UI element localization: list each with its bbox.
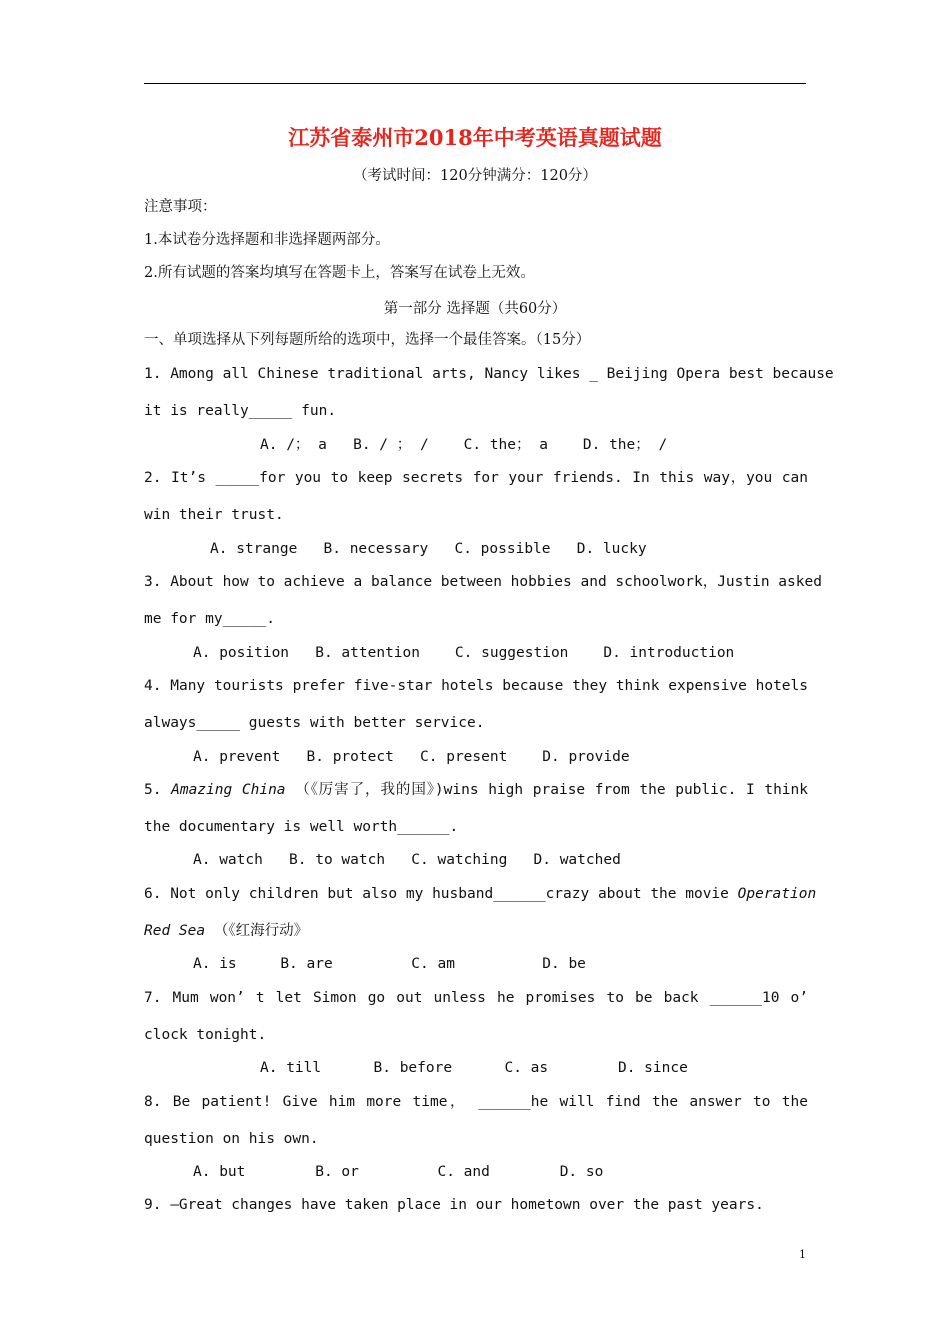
- option: B. necessary: [323, 541, 429, 557]
- page-number: 1: [799, 1248, 806, 1261]
- notice-heading: 注意事项：: [144, 199, 217, 215]
- option: B. attention: [315, 645, 420, 661]
- option: B. before: [373, 1060, 453, 1076]
- question-4-line1: 4. Many tourists prefer five-star hotels because they think expensive hotels: [144, 678, 808, 694]
- option: A. watch: [193, 852, 263, 868]
- option: B. protect: [306, 749, 394, 765]
- notice-item: 2.所有试题的答案均填写在答题卡上，答案写在试卷上无效。: [144, 265, 535, 281]
- option: A. position: [193, 645, 290, 661]
- question-5-options: [193, 850, 621, 870]
- option: C. watching: [411, 852, 508, 868]
- exam-title: 江苏省泰州市2018年中考英语真题试题: [288, 125, 662, 150]
- question-4-line2: always_____ guests with better service.: [144, 715, 485, 731]
- question-5-text: （《厉害了，我的国》)wins high praise from the public. I think: [295, 782, 808, 798]
- option: D. introduction: [603, 645, 735, 661]
- option: C. possible: [454, 541, 551, 557]
- option: C. am: [411, 956, 455, 972]
- question-6-text-cont: （《红海行动》: [213, 923, 309, 939]
- option: D. be: [542, 956, 586, 972]
- movie-title: Operation: [737, 886, 817, 902]
- option: B. / ； /: [353, 437, 429, 453]
- option: D. the； /: [582, 437, 668, 453]
- question-6-options: [193, 954, 586, 974]
- documentary-title: Amazing China: [171, 782, 286, 798]
- option: D. so: [559, 1164, 604, 1180]
- question-3-options: [193, 643, 734, 663]
- question-1-options: [260, 435, 667, 455]
- part-heading: 第一部分 选择题（共60分）: [383, 301, 567, 317]
- notice-item: 1.本试卷分选择题和非选择题两部分。: [144, 232, 390, 248]
- question-1-line1: 1. Among all Chinese traditional arts, Nancy likes _ Beijing Opera best because: [144, 366, 834, 382]
- question-5-line2: the documentary is well worth______.: [144, 819, 459, 835]
- option: D. since: [617, 1060, 688, 1076]
- header-rule: [144, 83, 806, 84]
- question-7-line1: 7. Mum won’ t let Simon go out unless he promises to be back ______10 o’: [144, 990, 808, 1006]
- option: D. watched: [533, 852, 621, 868]
- question-2-line2: win their trust.: [144, 507, 284, 523]
- option: A. but: [193, 1164, 246, 1180]
- movie-title-cont: Red Sea: [144, 923, 206, 939]
- option: B. or: [315, 1164, 359, 1180]
- question-7-line2: clock tonight.: [144, 1027, 267, 1043]
- option: C. as: [504, 1060, 549, 1076]
- question-9-line1: 9. —Great changes have taken place in our hometown over the past years.: [144, 1197, 764, 1213]
- option: A. /； a: [260, 437, 327, 453]
- question-8-line1: 8. Be patient! Give him more time， ______he will find the answer to the: [144, 1094, 808, 1110]
- exam-subtitle: （考试时间：120分钟满分：120分）: [353, 168, 597, 184]
- option: C. suggestion: [454, 645, 569, 661]
- question-7-options: [260, 1058, 688, 1078]
- section-heading: 一、单项选择从下列每题所给的选项中，选择一个最佳答案。（15分）: [144, 332, 591, 348]
- question-1-line2: it is really_____ fun.: [144, 403, 337, 419]
- question-6-text: 6. Not only children but also my husband______crazy about the movie: [144, 886, 738, 902]
- option: A. is: [193, 956, 237, 972]
- option: A. prevent: [193, 749, 281, 765]
- option: C. and: [437, 1164, 490, 1180]
- option: C. the； a: [463, 437, 548, 453]
- question-2-line1: 2. It’s _____for you to keep secrets for your friends. In this way，you can: [144, 470, 808, 486]
- question-5-line1: [144, 780, 808, 800]
- question-6-line1: [144, 884, 817, 904]
- question-6-line2: [144, 921, 808, 941]
- question-4-options: [193, 747, 630, 767]
- option: C. present: [420, 749, 508, 765]
- option: D. lucky: [576, 541, 647, 557]
- option: D. provide: [542, 749, 630, 765]
- question-2-options: [210, 539, 647, 559]
- question-3-line2: me for my_____.: [144, 611, 275, 627]
- option: A. strange: [210, 541, 298, 557]
- option: A. till: [260, 1060, 322, 1076]
- question-8-options: [193, 1162, 603, 1182]
- option: B. to watch: [289, 852, 386, 868]
- question-number: 5.: [144, 782, 172, 798]
- question-8-line2: question on his own.: [144, 1131, 319, 1147]
- option: B. are: [280, 956, 333, 972]
- question-3-line1: 3. About how to achieve a balance between hobbies and schoolwork，Justin asked: [144, 574, 822, 590]
